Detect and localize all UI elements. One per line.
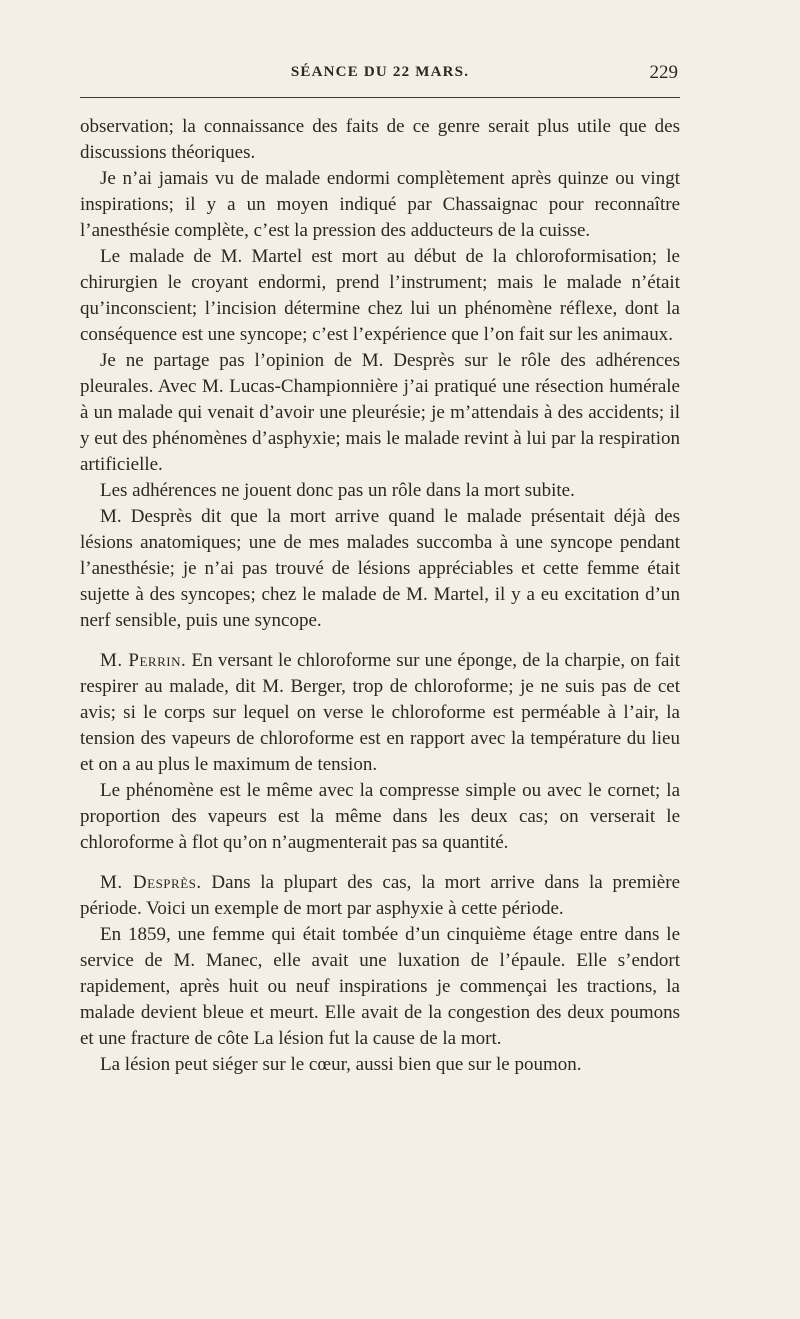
paragraph-11: La lésion peut siéger sur le cœur, aussi bien que sur le poumon.: [100, 1054, 582, 1075]
paragraph-9: [80, 870, 680, 922]
paragraph-1: observation; la connaissance des faits de ce genre serait plus utile que des discussions théoriques.: [80, 116, 680, 163]
speaker-name: M. Perrin.: [100, 650, 187, 671]
body-text: [80, 114, 680, 1078]
speaker-name: M. Desprès.: [100, 872, 202, 893]
page-number: 229: [649, 62, 678, 83]
speech-text: Dans la plupart des cas, la mort arrive dans la première période. Voici un exemple de mort par asphyxie à cette période.: [80, 872, 680, 919]
running-title: SÉANCE DU 22 MARS.: [290, 64, 470, 80]
header-rule: [80, 97, 680, 98]
paragraph-7: [80, 648, 680, 778]
running-head: [80, 62, 680, 86]
paragraph-4: Je ne partage pas l’opinion de M. Desprès sur le rôle des adhérences pleurales. Avec M. Lucas-Championnière j’ai pratiqué une résection humérale à un malade qui venait d’avoir une pleurésie; je m’attendais à des accidents; il y eut des phénomènes d’asphyxie; mais le malade revint à lui par la respiration artificielle.: [80, 350, 680, 475]
paragraph-5: Les adhérences ne jouent donc pas un rôle dans la mort subite.: [100, 480, 575, 501]
paragraph-10: En 1859, une femme qui était tombée d’un cinquième étage entre dans le service de M. Manec, elle avait une luxation de l’épaule. Elle s’endort rapidement, après huit ou neuf inspirations je commençai les tractions, la malade devient bleue et meurt. Elle avait de la congestion des deux poumons et une fracture de côte La lésion fut la cause de la mort.: [80, 924, 680, 1049]
paragraph-2: Je n’ai jamais vu de malade endormi complètement après quinze ou vingt inspirations; il y a un moyen indiqué par Chassaignac pour reconnaître l’anesthésie complète, c’est la pression des adducteurs de la cuisse.: [80, 168, 680, 241]
speech-text: En versant le chloroforme sur une éponge, de la charpie, on fait respirer au malade, dit M. Berger, trop de chloroforme; je ne suis pas de cet avis; si le corps sur lequel on verse le chloroforme est perméable à l’air, la tension des vapeurs de chloroforme est en rapport avec la température du lieu et on a au plus le maximum de tension.: [80, 650, 680, 775]
paragraph-8: Le phénomène est le même avec la compresse simple ou avec le cornet; la proportion des vapeurs est la même dans les deux cas; on verserait le chloroforme à flot qu’on n’augmenterait pas sa quantité.: [80, 780, 680, 853]
paragraph-6: M. Desprès dit que la mort arrive quand le malade présentait déjà des lésions anatomiques; une de mes malades succomba à une syncope pendant l’anesthésie; je n’ai pas trouvé de lésions appréciables et cette femme était sujette à des syncopes; chez le malade de M. Martel, il y a eu excitation d’un nerf sensible, puis une syncope.: [80, 506, 680, 631]
paragraph-3: Le malade de M. Martel est mort au début de la chloroformisation; le chirurgien le croyant endormi, prend l’instrument; mais le malade n’était qu’inconscient; l’incision détermine chez lui un phénomène réflexe, dont la conséquence est une syncope; c’est l’expérience que l’on fait sur les animaux.: [80, 246, 680, 345]
